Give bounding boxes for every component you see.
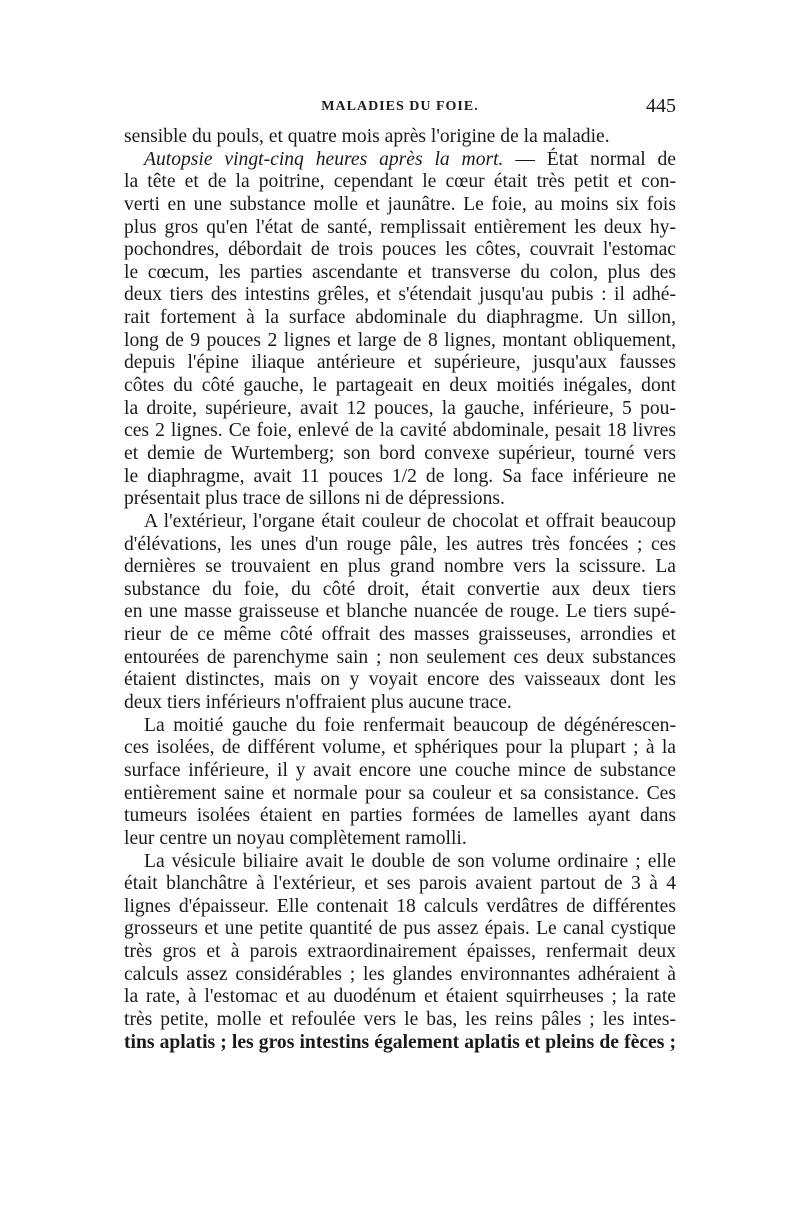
text-line: verti en une substance molle et jaunâtre. Le foie, au moins six fois — [124, 193, 676, 215]
text-line: deux tiers des intestins grêles, et s'étendait jusqu'au pubis : il adhé- — [124, 284, 676, 306]
text-line: la droite, supérieure, avait 12 pouces, la gauche, inférieure, 5 pou- — [124, 397, 676, 419]
text-line: ces isolées, de différent volume, et sphériques pour la plupart ; à la — [124, 737, 676, 759]
text-line: d'élévations, les unes d'un rouge pâle, les autres très foncées ; ces — [124, 533, 676, 555]
text-line: présentait plus trace de sillons ni de dépressions. — [124, 488, 505, 510]
text-line: sensible du pouls, et quatre mois après l'origine de la maladie. — [124, 126, 610, 147]
text-line: ces 2 lignes. Ce foie, enlevé de la cavité abdominale, pesait 18 livres — [124, 420, 676, 442]
text-line: dernières se trouvaient en plus grand nombre vers la scissure. La — [124, 556, 676, 578]
text-line: rait fortement à la surface abdominale du diaphragme. Un sillon, — [124, 307, 676, 329]
text-line: plus gros qu'en l'état de santé, remplissait entièrement les deux hy- — [124, 216, 676, 238]
text-line: long de 9 pouces 2 lignes et large de 8 lignes, montant obliquement, — [124, 329, 676, 351]
text-line: rieur de ce même côté offrait des masses graisseuses, arrondies et — [124, 624, 676, 646]
text-line: deux tiers inférieurs n'offraient plus aucune trace. — [124, 692, 512, 714]
text-line: la tête et de la poitrine, cependant le cœur était très petit et con- — [124, 171, 676, 193]
text-line: La moitié gauche du foie renfermait beaucoup de dégénérescen- — [144, 714, 676, 736]
text-line: substance du foie, du côté droit, était convertie aux deux tiers — [124, 578, 676, 600]
page-header — [124, 95, 676, 121]
text-line: grosseurs et une petite quantité de pus assez épais. Le canal cystique — [124, 918, 676, 940]
text-line: entièrement saine et normale pour sa couleur et sa consistance. Ces — [124, 782, 676, 804]
text-line: entourées de parenchyme sain ; non seulement ces deux substances — [124, 646, 676, 668]
text-line: la rate, à l'estomac et au duodénum et étaient squirrheuses ; la rate — [124, 986, 676, 1008]
text-line: calculs assez considérables ; les glandes environnantes adhéraient à — [124, 963, 676, 985]
text-line: lignes d'épaisseur. Elle contenait 18 calculs verdâtres de différentes — [124, 895, 676, 917]
text-line: La vésicule biliaire avait le double de son volume ordinaire ; elle — [144, 850, 676, 872]
body-text — [124, 126, 676, 1054]
text-line: très gros et à parois extraordinairement épaisses, renfermait deux — [124, 941, 676, 963]
text-line: pochondres, débordait de trois pouces les côtes, couvrait l'estomac — [124, 239, 676, 261]
text-line: depuis l'épine iliaque antérieure et supérieure, jusqu'aux fausses — [124, 352, 676, 374]
text-line: le cœcum, les parties ascendante et transverse du colon, plus des — [124, 261, 676, 283]
text-line: leur centre un noyau complètement ramolli. — [124, 827, 467, 849]
text-line: et demie de Wurtemberg; son bord convexe supérieur, tourné vers — [124, 442, 676, 464]
text-line: A l'extérieur, l'organe était couleur de chocolat et offrait beaucoup — [144, 510, 676, 532]
text-line: côtes du côté gauche, le partageait en deux moitiés inégales, dont — [124, 375, 676, 397]
text-line: Autopsie vingt-cinq heures après la mort. — État normal de — [144, 148, 677, 170]
italic-lead: Autopsie vingt-cinq heures après la mort. — [144, 148, 504, 170]
text-line: était blanchâtre à l'extérieur, et ses parois avaient partout de 3 à 4 — [124, 873, 676, 895]
text-line: en une masse graisseuse et blanche nuancée de rouge. Le tiers supé- — [124, 601, 676, 623]
page-number: 445 — [646, 95, 676, 117]
text-line: surface inférieure, il y avait encore une couche mince de substance — [124, 759, 676, 781]
running-head: MALADIES DU FOIE. — [321, 99, 479, 114]
text-line: étaient distinctes, mais on y voyait encore des vaisseaux dont les — [124, 669, 676, 691]
text-line: tins aplatis ; les gros intestins également aplatis et pleins de fèces ; — [124, 1031, 676, 1053]
text-line: tumeurs isolées étaient en parties formées de lamelles ayant dans — [124, 805, 676, 827]
text-line: très petite, molle et refoulée vers le bas, les reins pâles ; les intes- — [124, 1008, 676, 1030]
text-line: le diaphragme, avait 11 pouces 1/2 de long. Sa face inférieure ne — [124, 465, 676, 487]
